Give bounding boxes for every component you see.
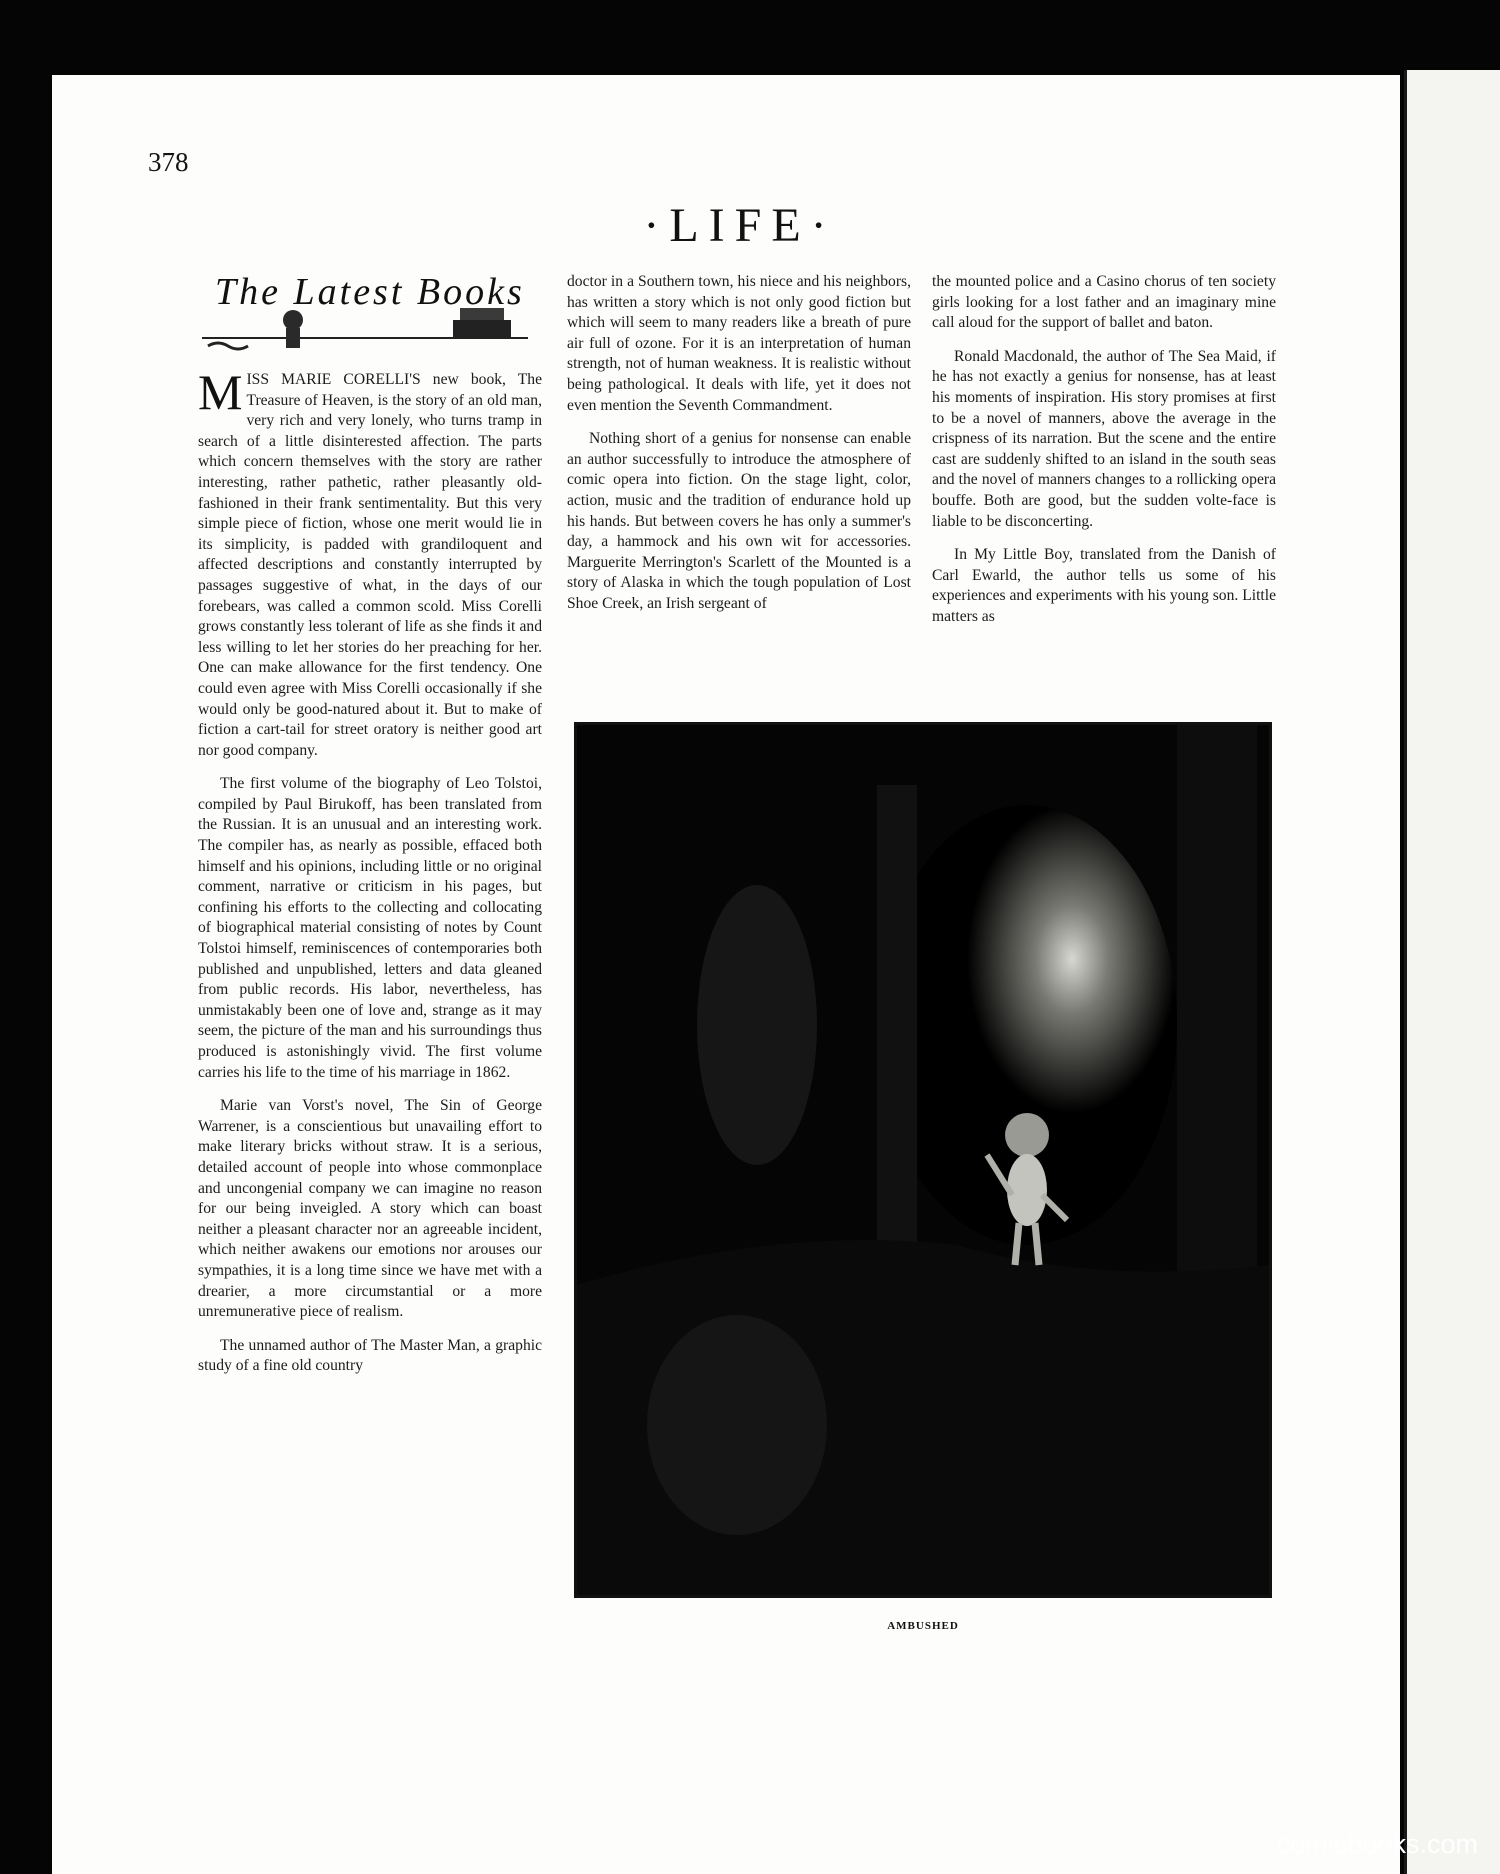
- masthead-title: ·LIFE·: [643, 199, 837, 252]
- illustration-caption: AMBUSHED: [887, 1620, 959, 1632]
- illustration-ambushed: [574, 722, 1272, 1598]
- text-column-2: [567, 272, 911, 628]
- paragraph: The unnamed author of The Master Man, a graphic study of a fine old country: [198, 1336, 542, 1375]
- paragraph: In My Little Boy, translated from the Danish of Carl Ewarld, the author tells us some of his experiences and experiments with his young son. Little matters as: [932, 546, 1276, 625]
- section-heading: The Latest Books: [215, 271, 525, 313]
- paragraph: Nothing short of a genius for nonsense can enable an author successfully to introduce the atmosphere of comic opera into fiction. On the stage light, color, action, music and the tradition of endurance hold up his hands. But between covers he has only a summer's day, a hammock and his own wit for accessories. Marguerite Merrington's Scarlett of the Mounted is a story of Alaska in which the tough population of Lost Shoe Creek, an Irish sergeant of: [567, 430, 911, 612]
- paragraph: [198, 364, 542, 761]
- paragraph: Marie van Vorst's novel, The Sin of George Warrener, is a conscientious but unavailing effort to make literary bricks without straw. It is a serious, detailed account of people into whose commonplace and uncongenial company we can imagine no reason for our being inveigled. A story which can boast neither a pleasant character nor an agreeable incident, which neither awakens our emotions nor arouses our sympathies, it is a long time since we have met with a drearier, a more circumstantial or a more unremunerative piece of realism.: [198, 1097, 542, 1321]
- paragraph: the mounted police and a Casino chorus of ten society girls looking for a lost father and an imaginary mine call aloud for the support of ballet and baton.: [932, 273, 1276, 332]
- text-column-3: [932, 272, 1276, 641]
- paragraph-text: ISS MARIE CORELLI'S new book, The Treasure of Heaven, is the story of an old man, very rich and very lonely, who turns tramp in search of a little disinterested affection. The parts which concern themselves with the story are rather interesting, rather pathetic, rather pleasantly old-fashioned in their frank sentimentality. But this very simple piece of fiction, whose one merit would lie in its simplicity, is padded with grandiloquent and affected descriptions and constantly interrupted by passages suggestive of what, in the days of our forebears, was called a common scold. Miss Corelli grows constantly less tolerant of life as she finds it and less willing to let her stories do her preaching for her. One can make allowance for the first tendency. One could even agree with Miss Corelli occasionally if she would only be good-natured about it. But to make of fiction a cart-tail for street oratory is neither good art nor good company.: [198, 371, 542, 759]
- page-number: 378: [148, 147, 189, 177]
- paragraph: Ronald Macdonald, the author of The Sea Maid, if he has not exactly a genius for nonsense, has at least his moments of inspiration. His story promises at first to be a novel of manners, above the average in the crispness of its narration. But the scene and the entire cast are suddenly shifted to an island in the south seas and the novel of manners changes to a rollicking opera bouffe. Both are good, but the sudden volte-face is liable to be disconcerting.: [932, 347, 1276, 530]
- adjacent-page-edge: [1404, 70, 1500, 1874]
- paragraph: The first volume of the biography of Leo Tolstoi, compiled by Paul Birukoff, has been translated from the Russian. It is an unusual and an interesting work. The compiler has, as nearly as possible, effaced both himself and his opinions, including little or no original comment, narrative or criticism in his pages, but confining his efforts to the collecting and collocating of biographical material consisting of notes by Count Tolstoi himself, reminiscences of contemporaries both published and unpublished, letters and data gleaned from public records. His labor, nevertheless, has unmistakably been one of love and, strange as it may seem, the picture of the man and his surroundings thus produced is astonishingly vivid. The first volume carries his life to the time of his marriage in 1862.: [198, 775, 542, 1081]
- illustration-artwork: [577, 725, 1269, 1595]
- text-column-1: [198, 364, 542, 1390]
- drop-cap: M: [198, 364, 243, 420]
- paragraph: doctor in a Southern town, his niece and his neighbors, has written a story which is not only good fiction but which will seem to many readers like a breath of pure air full of ozone. For it is an interpretation of human strength, not of human weakness. It is realistic without being pathological. It deals with life, yet it does not even mention the Seventh Commandment.: [567, 273, 911, 414]
- site-watermark: comicbooks.com: [1276, 1829, 1478, 1859]
